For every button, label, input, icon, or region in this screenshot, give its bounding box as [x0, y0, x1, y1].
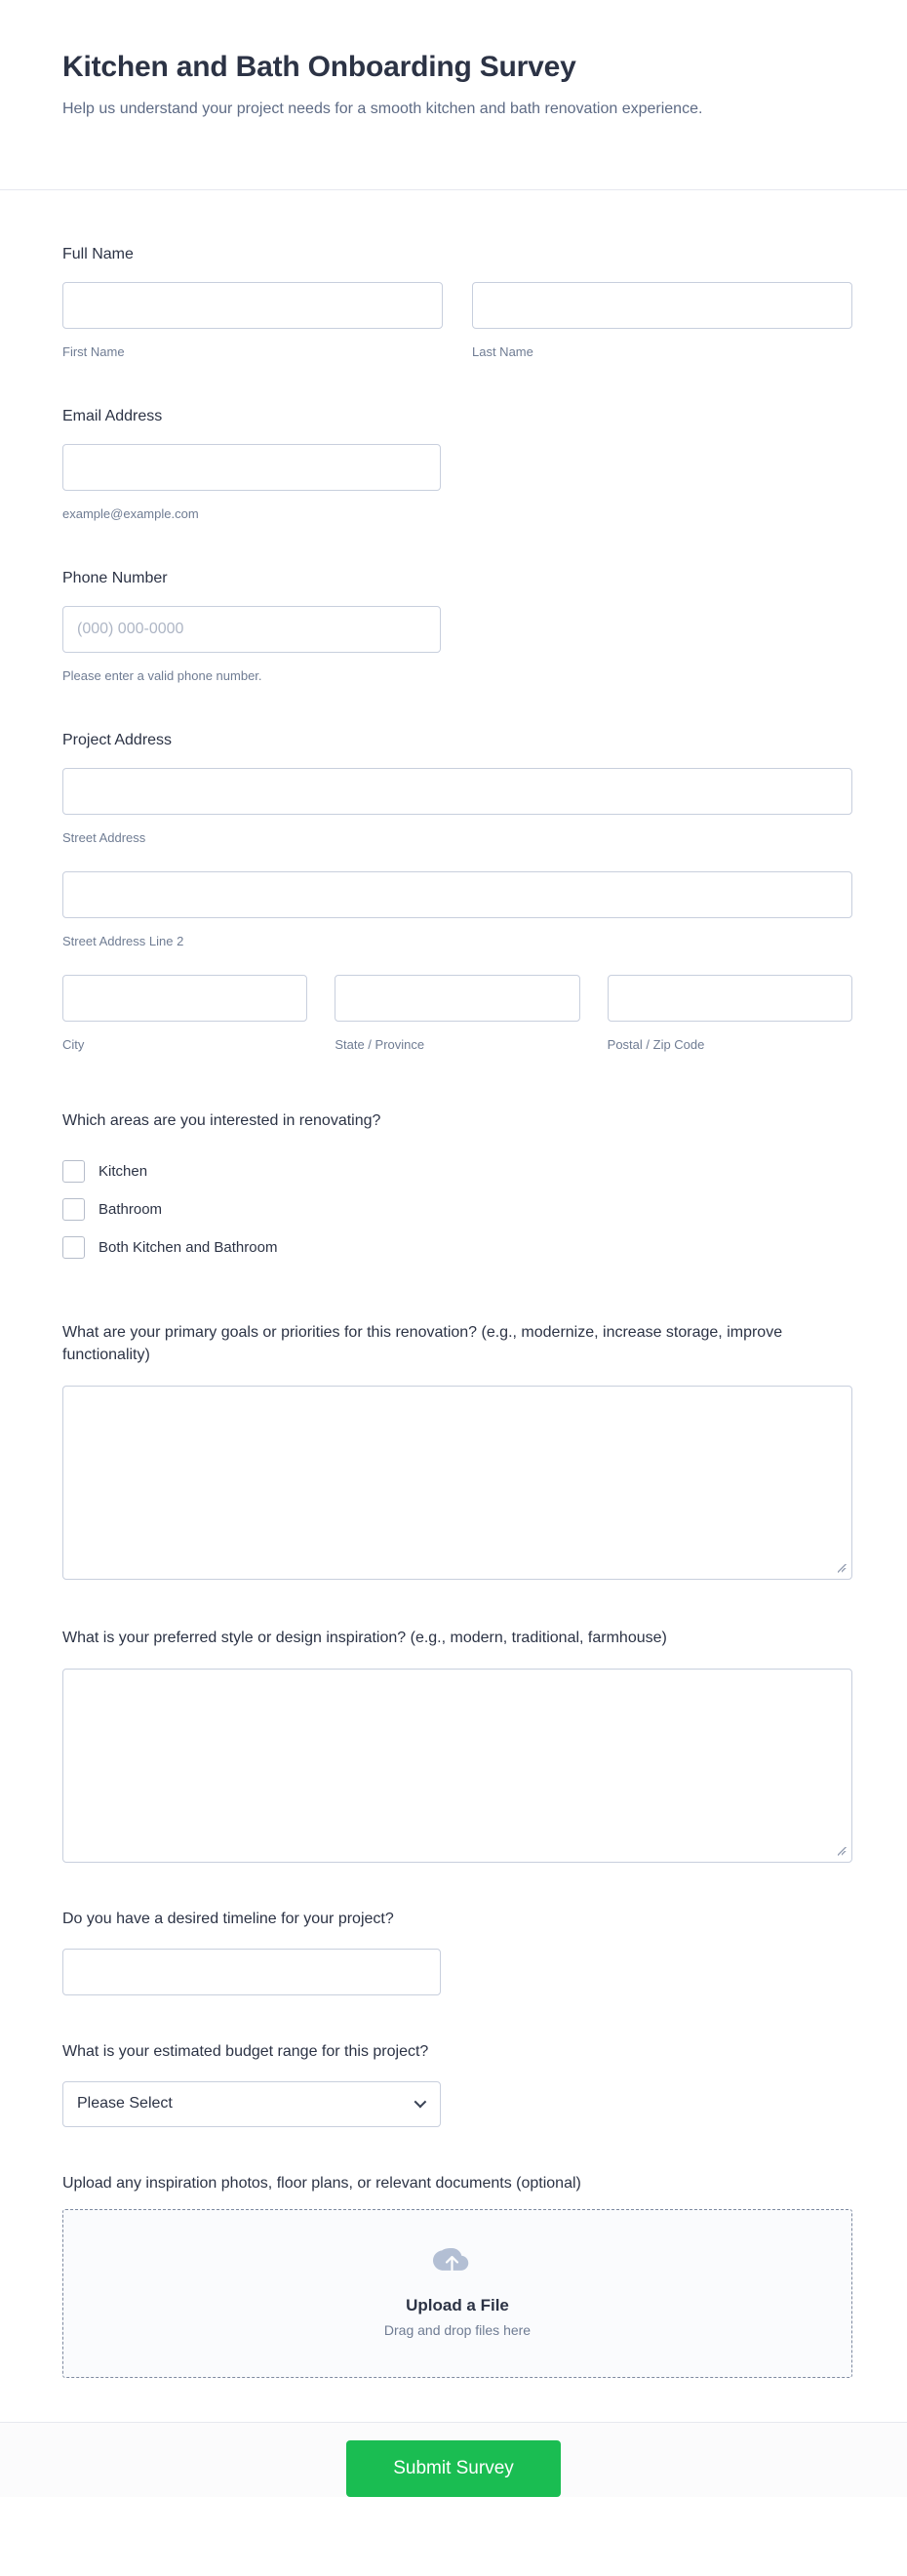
form-footer [0, 2423, 907, 2497]
timeline-label: Do you have a desired timeline for your project? [62, 1910, 394, 1927]
both-checkbox[interactable] [62, 1236, 85, 1259]
zip-input[interactable] [608, 975, 852, 1022]
address-label: Project Address [62, 731, 173, 748]
upload-label: Upload any inspiration photos, floor plans, or relevant documents (optional) [62, 2174, 581, 2192]
last-name-input[interactable] [472, 282, 852, 329]
question-timeline [62, 1910, 852, 1995]
both-checkbox-label: Both Kitchen and Bathroom [99, 1238, 278, 1256]
cloud-upload-icon [433, 2248, 482, 2283]
last-name-sublabel: Last Name [472, 343, 533, 359]
question-phone [62, 569, 852, 684]
form-title: Kitchen and Bath Onboarding Survey [62, 51, 576, 83]
budget-label: What is your estimated budget range for this project? [62, 2042, 429, 2060]
question-email [62, 407, 852, 522]
full-name-label: Full Name [62, 245, 134, 262]
question-areas [62, 1111, 852, 1259]
submit-button[interactable]: Submit Survey [346, 2440, 561, 2497]
phone-input[interactable] [62, 606, 441, 653]
upload-hint-text: Drag and drop files here [383, 2322, 532, 2338]
street-address-sublabel: Street Address [62, 829, 146, 845]
file-upload-dropzone[interactable] [62, 2209, 852, 2378]
state-input[interactable] [335, 975, 579, 1022]
form-body [0, 190, 907, 2422]
kitchen-checkbox-label: Kitchen [99, 1162, 148, 1180]
question-full-name [62, 245, 852, 360]
first-name-sublabel: First Name [62, 343, 125, 359]
question-style [62, 1627, 852, 1863]
email-sublabel: example@example.com [62, 505, 199, 521]
street-address2-sublabel: Street Address Line 2 [62, 933, 184, 948]
bathroom-checkbox[interactable] [62, 1198, 85, 1221]
style-textarea[interactable] [62, 1669, 852, 1863]
question-upload [62, 2174, 852, 2378]
email-input[interactable] [62, 444, 441, 491]
question-address [62, 731, 852, 1053]
areas-label: Which areas are you interested in renovating? [62, 1111, 381, 1129]
street-address2-input[interactable] [62, 871, 852, 918]
zip-sublabel: Postal / Zip Code [607, 1036, 705, 1052]
city-sublabel: City [62, 1036, 85, 1052]
street-address-input[interactable] [62, 768, 852, 815]
first-name-input[interactable] [62, 282, 443, 329]
phone-label: Phone Number [62, 569, 168, 586]
state-sublabel: State / Province [335, 1036, 425, 1052]
upload-button-text: Upload a File [406, 2296, 509, 2314]
question-budget [62, 2042, 852, 2127]
budget-select[interactable] [62, 2081, 441, 2127]
budget-select-value: Please Select [77, 2095, 173, 2112]
form-subtitle: Help us understand your project needs for a smooth kitchen and bath renovation experience. [62, 101, 703, 117]
email-label: Email Address [62, 407, 163, 424]
phone-sublabel: Please enter a valid phone number. [62, 667, 262, 683]
style-label: What is your preferred style or design inspiration? (e.g., modern, traditional, farmhouse) [62, 1629, 667, 1646]
areas-option-kitchen[interactable] [62, 1160, 852, 1183]
question-goals [62, 1321, 852, 1580]
kitchen-checkbox[interactable] [62, 1160, 85, 1183]
goals-label: What are your primary goals or priorities for this renovation? (e.g., modernize, increase storage, improve functionality) [62, 1323, 783, 1363]
goals-textarea[interactable] [62, 1386, 852, 1580]
city-input[interactable] [62, 975, 307, 1022]
bathroom-checkbox-label: Bathroom [99, 1200, 163, 1218]
form-header [0, 0, 907, 189]
timeline-input[interactable] [62, 1949, 441, 1995]
areas-option-both[interactable] [62, 1236, 852, 1259]
areas-option-bathroom[interactable] [62, 1198, 852, 1221]
chevron-down-icon [414, 2095, 427, 2108]
